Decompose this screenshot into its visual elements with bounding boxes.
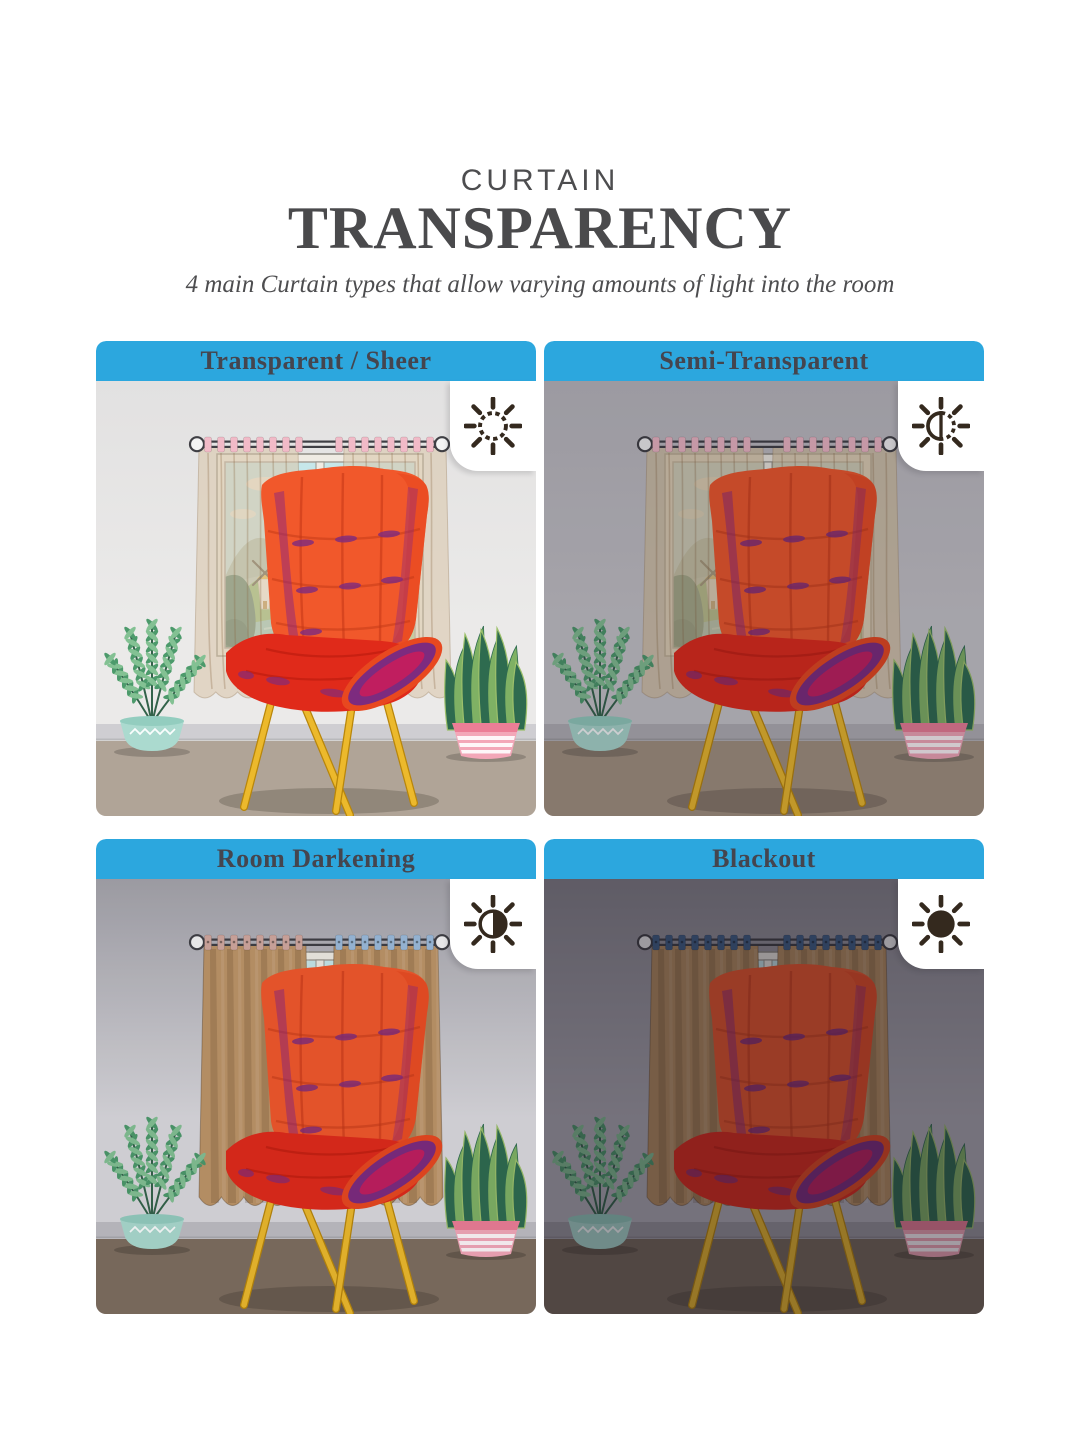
room-scene [96,879,536,1314]
sun-filled-icon [898,879,984,969]
panel-semi-transparent [544,341,984,816]
room-scene [544,879,984,1314]
panel-room-darkening [96,839,536,1314]
panel-header [544,341,984,381]
room-scene [96,381,536,816]
panel-transparent-sheer [96,341,536,816]
panel-blackout [544,839,984,1314]
panel-header [96,341,536,381]
panel-title: Blackout [712,844,816,873]
page-title: TRANSPARENCY [287,195,793,261]
title-top: CURTAIN [460,164,620,197]
panel-header [96,839,536,879]
sun-half-filled-icon [450,879,536,969]
panel-title: Semi-Transparent [659,346,869,375]
room-scene [544,381,984,816]
panel-grid [96,341,984,1314]
subtitle: 4 main Curtain types that allow varying amounts of light into the room [185,271,895,299]
title-block [0,166,1080,299]
panel-title: Transparent / Sheer [200,346,432,375]
sun-half-dashed-icon [898,381,984,471]
panel-title: Room Darkening [216,844,416,873]
sun-outline-dashed-icon [450,381,536,471]
panel-header [544,839,984,879]
